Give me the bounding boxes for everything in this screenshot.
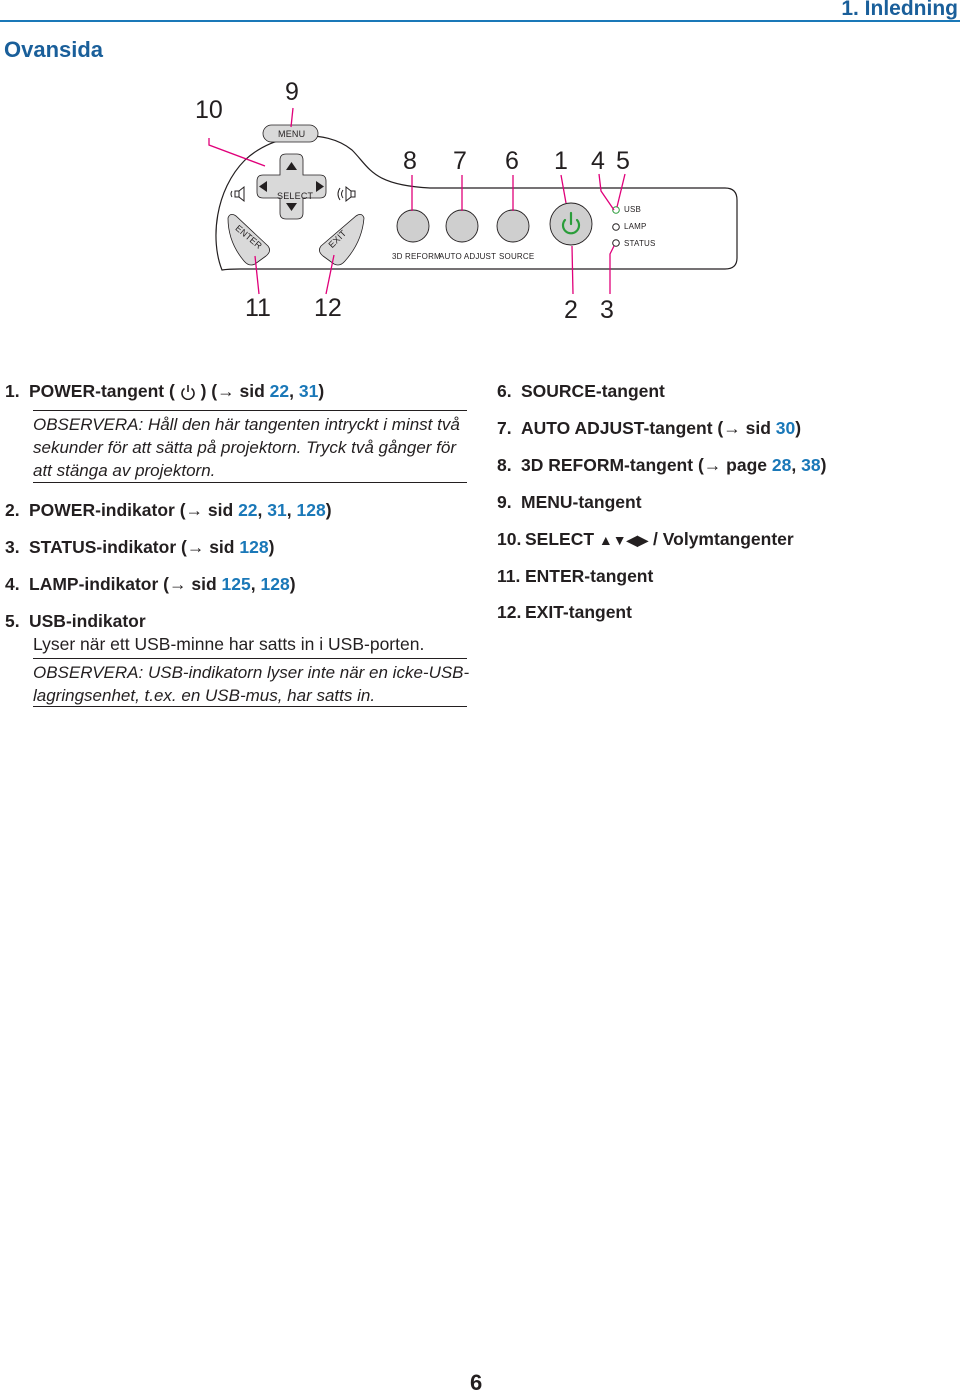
item-6-number: 6. <box>497 381 512 401</box>
note-rule-bottom <box>33 706 467 707</box>
item-2-close: ) <box>325 500 332 520</box>
item-9-title: MENU-tangent <box>521 492 642 512</box>
item-8-title: 3D REFORM-tangent ( <box>521 455 704 475</box>
item-11 <box>497 566 653 587</box>
source-label: SOURCE <box>499 252 535 261</box>
item-2-title: POWER-indikator ( <box>29 500 186 520</box>
item-3-sid: sid <box>209 537 235 557</box>
note-rule-top <box>33 658 467 659</box>
item-8: 8. 3D REFORM-tangent (→ page 28, 38) <box>497 455 827 475</box>
volume-down-icon <box>231 187 244 201</box>
ref-link[interactable]: 30 <box>775 418 796 438</box>
item-9-number: 9. <box>497 492 512 512</box>
item-11-title: ENTER-tangent <box>525 566 654 586</box>
chapter-title: 1. Inledning <box>841 0 958 20</box>
callout-11: 11 <box>245 294 271 322</box>
item-5-description: Lyser när ett USB-minne har satts in i USB-porten. <box>33 634 425 654</box>
note-5-line-2: lagringsenhet, t.ex. en USB-mus, har satts in. <box>33 686 376 705</box>
arrow-icon: → <box>169 574 187 594</box>
arrow-icon: → <box>723 418 741 438</box>
item-12 <box>497 602 632 623</box>
menu-label: MENU <box>278 129 306 139</box>
item-1-title: POWER-tangent ( <box>29 381 175 401</box>
item-1 <box>5 381 324 402</box>
panel-drawing <box>0 70 960 340</box>
item-7-close: ) <box>795 418 802 438</box>
item-5 <box>5 611 146 632</box>
power-icon <box>180 384 196 400</box>
header-rule <box>0 20 960 22</box>
item-8-page: page <box>726 455 768 475</box>
note-rule-top <box>33 410 467 411</box>
item-7-title: AUTO ADJUST-tangent ( <box>521 418 724 438</box>
item-11-number: 11. <box>497 566 521 586</box>
note-1-line-1: OBSERVERA: Håll den här tangenten intryckt i minst två <box>33 415 460 434</box>
ref-link[interactable]: 22 <box>238 500 258 520</box>
item-8-close: ) <box>820 455 827 475</box>
callout-2: 2 <box>564 296 578 324</box>
status-label: STATUS <box>624 239 656 248</box>
item-9 <box>497 492 642 513</box>
note-1-line-3: att stänga av projektorn. <box>33 461 216 480</box>
item-5-number: 5. <box>5 611 20 631</box>
volume-up-icon <box>338 187 355 201</box>
exit-label: EXIT <box>326 228 349 250</box>
source-key <box>497 210 529 242</box>
lamp-indicator <box>613 224 620 231</box>
item-8-number: 8. <box>497 455 512 475</box>
item-10 <box>497 529 794 550</box>
ref-link[interactable]: 22 <box>269 381 290 401</box>
ref-link[interactable]: 128 <box>260 574 290 594</box>
reform-key <box>397 210 429 242</box>
callout-7: 7 <box>453 147 467 175</box>
item-4-number: 4. <box>5 574 20 594</box>
ref-link[interactable]: 128 <box>239 537 269 557</box>
item-2: 2. POWER-indikator (→ sid 22, 31, 128) <box>5 500 332 520</box>
callout-1: 1 <box>554 147 568 175</box>
item-7 <box>497 418 801 439</box>
callout-5: 5 <box>616 147 630 175</box>
ref-link[interactable]: 125 <box>221 574 251 594</box>
item-4: 4. LAMP-indikator (→ sid 125, 128) <box>5 574 296 594</box>
auto-adjust-label: AUTO ADJUST <box>439 252 497 261</box>
select-label: SELECT <box>277 191 314 201</box>
note-rule-bottom <box>33 482 467 483</box>
item-10-suffix: / Volymtangenter <box>653 529 794 549</box>
arrow-icon: → <box>185 500 204 520</box>
ref-link[interactable]: 31 <box>298 381 319 401</box>
ref-link[interactable]: 128 <box>296 500 326 520</box>
item-1-comma: , <box>289 381 294 401</box>
callout-9: 9 <box>285 78 299 106</box>
select-arrows-icon: ▲▼◀▶ <box>598 532 649 548</box>
ref-link[interactable]: 38 <box>801 455 821 475</box>
section-title: Ovansida <box>4 37 104 62</box>
usb-label: USB <box>624 205 642 214</box>
note-1-line-2: sekunder för att sätta på projektorn. Tryck två gånger för <box>33 438 456 457</box>
callout-12: 12 <box>314 294 342 322</box>
item-4-sid: sid <box>191 574 217 594</box>
item-1-sid: sid <box>239 381 265 401</box>
item-6-title: SOURCE-tangent <box>521 381 665 401</box>
item-3-title: STATUS-indikator ( <box>29 537 187 557</box>
item-1-number: 1. <box>5 381 20 401</box>
arrow-icon: → <box>217 381 235 401</box>
item-4-close: ) <box>289 574 296 594</box>
item-4-title: LAMP-indikator ( <box>29 574 169 594</box>
item-10-number: 10. <box>497 529 522 549</box>
item-12-title: EXIT-tangent <box>525 602 632 622</box>
item-3-close: ) <box>268 537 275 557</box>
item-3-number: 3. <box>5 537 20 557</box>
top-panel-figure <box>0 70 960 340</box>
item-1-paren: ) ( <box>200 381 218 401</box>
item-7-sid: sid <box>745 418 771 438</box>
arrow-icon: → <box>703 455 722 475</box>
auto-adjust-key <box>446 210 478 242</box>
ref-link[interactable]: 28 <box>771 455 792 475</box>
item-10-title: SELECT <box>525 529 595 549</box>
enter-label: ENTER <box>233 223 265 251</box>
lamp-label: LAMP <box>624 222 647 231</box>
page-number: 6 <box>470 1370 483 1395</box>
item-1-close: ) <box>318 381 325 401</box>
item-6 <box>497 381 665 402</box>
callout-4: 4 <box>591 147 605 175</box>
item-2-number: 2. <box>5 500 20 520</box>
item-7-number: 7. <box>497 418 512 438</box>
callout-8: 8 <box>403 147 417 175</box>
item-2-sid: sid <box>207 500 234 520</box>
item-12-number: 12. <box>497 602 522 622</box>
status-indicator <box>613 240 620 247</box>
reform-label: 3D REFORM <box>392 252 441 261</box>
item-3 <box>5 537 274 558</box>
header-bar <box>0 0 960 22</box>
arrow-icon: → <box>186 537 205 557</box>
ref-link[interactable]: 31 <box>267 500 287 520</box>
item-5-title: USB-indikator <box>29 611 146 631</box>
callout-10: 10 <box>195 96 223 124</box>
callout-6: 6 <box>505 147 519 175</box>
note-5-line-1: OBSERVERA: USB-indikatorn lyser inte när en icke-USB- <box>33 663 470 682</box>
callout-3: 3 <box>600 296 614 324</box>
